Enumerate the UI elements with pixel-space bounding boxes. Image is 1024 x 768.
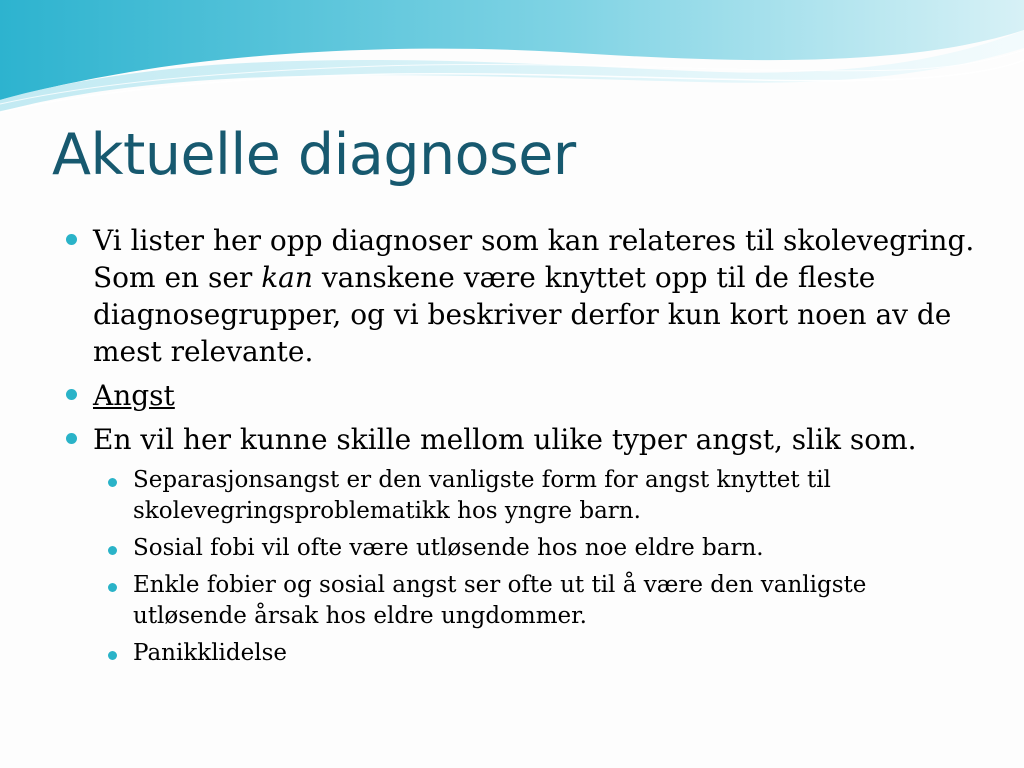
bullet-dot-icon — [108, 478, 117, 487]
sub-bullet-text: Panikklidelse — [133, 640, 288, 666]
sub-bullet-item — [60, 533, 980, 564]
bullet-item-angst — [60, 377, 980, 414]
bullet-dot-icon — [66, 389, 77, 400]
header-wave-decoration — [0, 0, 1024, 130]
bullet-text-part: vanskene være knyttet opp til de fleste diagnosegrupper, og vi beskriver derfor kun kort noen av de mest relevante. — [93, 261, 952, 368]
bullet-dot-icon — [108, 546, 117, 555]
sub-bullet-item — [60, 570, 980, 632]
bullet-dot-icon — [108, 651, 117, 660]
sub-bullet-text: Separasjonsangst er den vanligste form for angst knyttet til skolevegringsproblematikk hos yngre barn. — [133, 467, 831, 524]
sub-bullet-item — [60, 638, 980, 669]
angst-underlined-link[interactable]: Angst — [93, 379, 175, 412]
bullet-text: En vil her kunne skille mellom ulike typer angst, slik som. — [93, 423, 917, 456]
bullet-dot-icon — [66, 433, 77, 444]
bullet-dot-icon — [108, 583, 117, 592]
bullet-item-intro — [60, 222, 980, 370]
sub-bullet-text: Sosial fobi vil ofte være utløsende hos noe eldre barn. — [133, 535, 764, 561]
bullet-list — [60, 222, 980, 669]
slide-title: Aktuelle diagnoser — [52, 122, 576, 188]
bullet-item-types — [60, 421, 980, 458]
bullet-dot-icon — [66, 234, 77, 245]
slide-content — [60, 222, 980, 675]
sub-bullet-item — [60, 465, 980, 527]
bullet-text-part: Vi lister her opp diagnoser som kan relateres til skolevegring. Som en ser — [93, 224, 975, 294]
bullet-emphasis: kan — [261, 261, 313, 294]
sub-bullet-text: Enkle fobier og sosial angst ser ofte ut til å være den vanligste utløsende årsak hos eldre ungdommer. — [133, 572, 867, 629]
